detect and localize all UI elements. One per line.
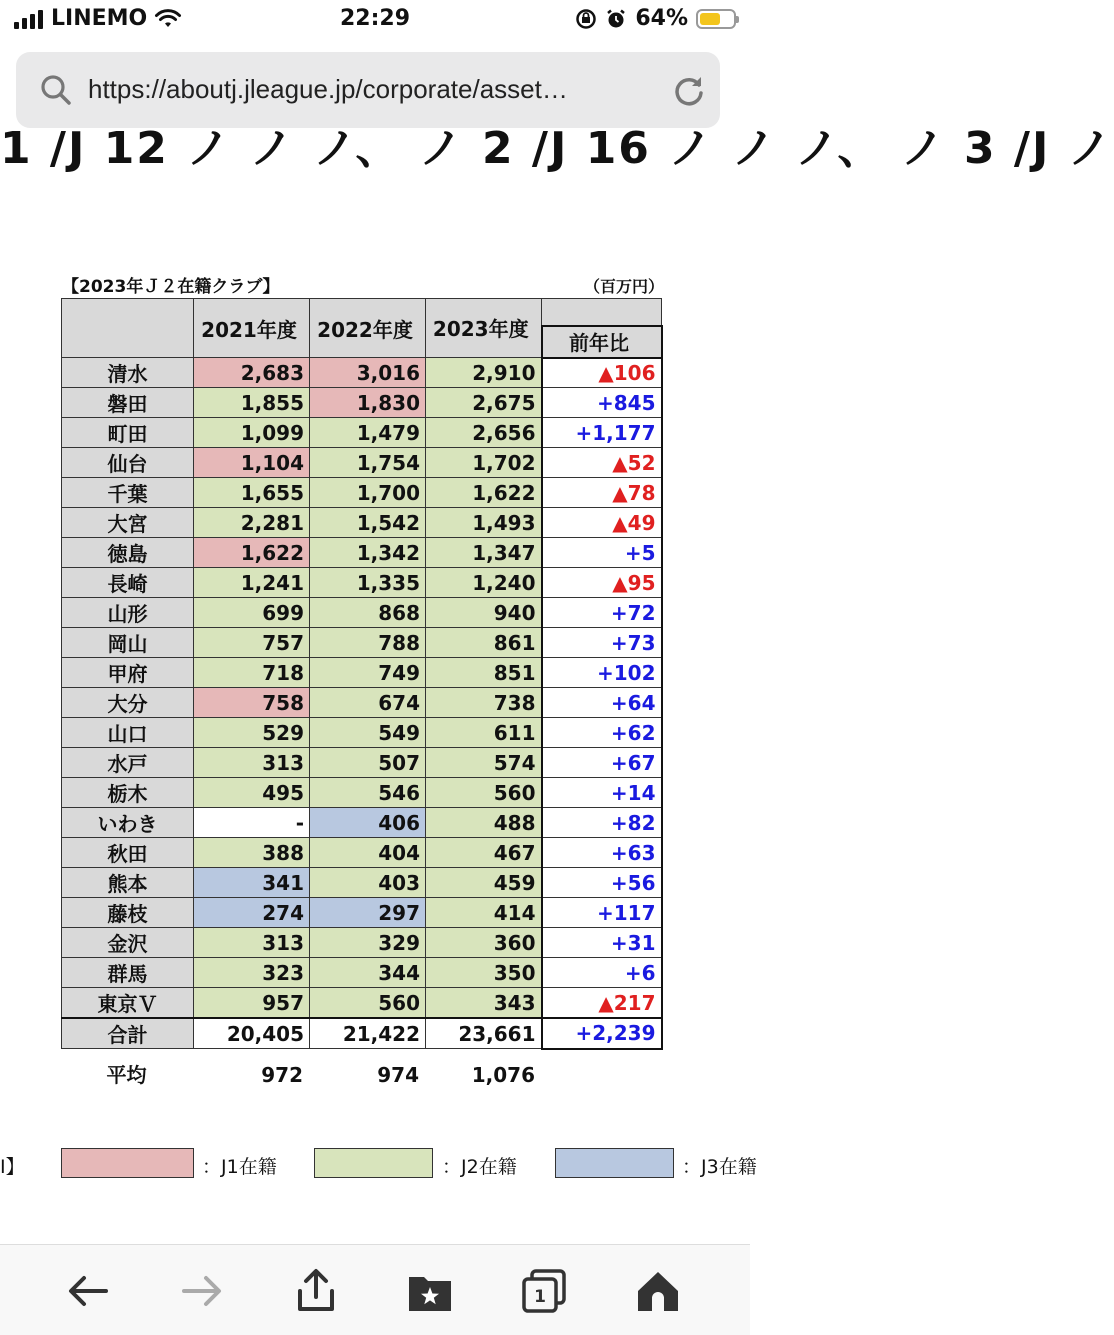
url-text[interactable]: https://aboutj.jleague.jp/corporate/asset… (88, 74, 568, 104)
club-name: 徳島 (62, 538, 194, 568)
table-row (62, 808, 662, 838)
value-2021: 1,655 (194, 478, 310, 508)
value-2022: 1,342 (310, 538, 426, 568)
table-row (62, 628, 662, 658)
total-ratio: +2,239 (542, 1018, 662, 1049)
value-2023: 2,656 (426, 418, 542, 448)
value-2023: 459 (426, 868, 542, 898)
value-2021: 388 (194, 838, 310, 868)
value-2023: 1,347 (426, 538, 542, 568)
ratio-value: +102 (542, 658, 662, 688)
value-2021: 313 (194, 748, 310, 778)
table-row (62, 388, 662, 418)
table-row (62, 358, 662, 388)
search-icon (38, 72, 74, 108)
ratio-value: +56 (542, 868, 662, 898)
value-2022: 1,479 (310, 418, 426, 448)
club-name: 岡山 (62, 628, 194, 658)
value-2022: 329 (310, 928, 426, 958)
orientation-lock-icon (575, 8, 597, 30)
header-2021: 2021年度 (194, 299, 310, 358)
legend-bracket: I】 (0, 1156, 25, 1178)
ratio-value: +72 (542, 598, 662, 628)
club-name: 磐田 (62, 388, 194, 418)
value-2023: 360 (426, 928, 542, 958)
club-name: 藤枝 (62, 898, 194, 928)
tabs-icon[interactable] (520, 1267, 568, 1315)
value-2021: 1,241 (194, 568, 310, 598)
table-unit: （百万円） (584, 277, 665, 296)
value-2022: 344 (310, 958, 426, 988)
legend-swatch-j3 (555, 1148, 674, 1178)
home-icon[interactable] (634, 1267, 682, 1315)
club-name: 清水 (62, 358, 194, 388)
status-bar (0, 0, 750, 44)
legend-swatch-j2 (314, 1148, 433, 1178)
corner-cell (62, 299, 194, 358)
table-row (62, 418, 662, 448)
table-row (62, 718, 662, 748)
header-row (62, 299, 662, 326)
value-2022: 404 (310, 838, 426, 868)
ratio-value: ▲95 (542, 568, 662, 598)
battery-icon (696, 9, 736, 29)
club-name: 栃木 (62, 778, 194, 808)
value-2021: 757 (194, 628, 310, 658)
club-name: 金沢 (62, 928, 194, 958)
legend-label-j1: ：J1在籍 (202, 1156, 277, 1178)
average-2021: 972 (261, 1063, 303, 1087)
club-name: 町田 (62, 418, 194, 448)
value-2022: 546 (310, 778, 426, 808)
value-2023: 343 (426, 988, 542, 1019)
value-2021: 529 (194, 718, 310, 748)
value-2021: 341 (194, 868, 310, 898)
average-2022: 974 (377, 1063, 419, 1087)
alarm-icon (605, 8, 627, 30)
value-2021: 2,281 (194, 508, 310, 538)
value-2022: 788 (310, 628, 426, 658)
table-row (62, 778, 662, 808)
value-2023: 851 (426, 658, 542, 688)
table-row (62, 988, 662, 1019)
clock: 22:29 (339, 6, 411, 31)
value-2022: 1,830 (310, 388, 426, 418)
value-2022: 1,700 (310, 478, 426, 508)
ratio-value: +62 (542, 718, 662, 748)
value-2023: 1,493 (426, 508, 542, 538)
club-name: 水戸 (62, 748, 194, 778)
table-row (62, 838, 662, 868)
club-name: 山口 (62, 718, 194, 748)
table-row (62, 568, 662, 598)
table-row (62, 748, 662, 778)
battery-percent: 64% (635, 6, 688, 31)
value-2023: 350 (426, 958, 542, 988)
club-name: 熊本 (62, 868, 194, 898)
value-2021: - (194, 808, 310, 838)
total-2022: 21,422 (310, 1018, 426, 1049)
browser-toolbar (0, 1244, 750, 1335)
value-2023: 574 (426, 748, 542, 778)
ratio-value: +63 (542, 838, 662, 868)
value-2022: 297 (310, 898, 426, 928)
club-name: 千葉 (62, 478, 194, 508)
total-row (62, 1018, 662, 1049)
table-row (62, 508, 662, 538)
revenue-table (61, 298, 663, 1050)
total-label: 合計 (62, 1018, 194, 1049)
table-row (62, 538, 662, 568)
value-2021: 758 (194, 688, 310, 718)
value-2022: 549 (310, 718, 426, 748)
club-name: 東京Ｖ (62, 988, 194, 1019)
header-2022: 2022年度 (310, 299, 426, 358)
value-2021: 718 (194, 658, 310, 688)
value-2021: 699 (194, 598, 310, 628)
table-row (62, 658, 662, 688)
carrier-label: LINEMO (51, 6, 148, 31)
value-2023: 414 (426, 898, 542, 928)
table-row (62, 928, 662, 958)
ratio-value: ▲49 (542, 508, 662, 538)
club-name: いわき (62, 808, 194, 838)
value-2021: 2,683 (194, 358, 310, 388)
table-row (62, 868, 662, 898)
value-2022: 1,542 (310, 508, 426, 538)
ratio-value: +31 (542, 928, 662, 958)
average-2023: 1,076 (471, 1063, 535, 1087)
value-2021: 1,104 (194, 448, 310, 478)
value-2021: 1,855 (194, 388, 310, 418)
value-2022: 507 (310, 748, 426, 778)
table-row (62, 478, 662, 508)
club-name: 甲府 (62, 658, 194, 688)
value-2022: 674 (310, 688, 426, 718)
table-row (62, 688, 662, 718)
value-2023: 2,910 (426, 358, 542, 388)
value-2022: 1,335 (310, 568, 426, 598)
legend-label-j2: ：J2在籍 (442, 1156, 517, 1178)
ratio-value: ▲52 (542, 448, 662, 478)
value-2022: 3,016 (310, 358, 426, 388)
ratio-value: +845 (542, 388, 662, 418)
value-2023: 1,702 (426, 448, 542, 478)
ratio-value: +64 (542, 688, 662, 718)
value-2021: 1,622 (194, 538, 310, 568)
club-name: 長崎 (62, 568, 194, 598)
ratio-value: +73 (542, 628, 662, 658)
legend-label-j3: ：J3在籍 (682, 1156, 757, 1178)
table-row (62, 898, 662, 928)
value-2021: 495 (194, 778, 310, 808)
value-2023: 738 (426, 688, 542, 718)
value-2023: 560 (426, 778, 542, 808)
table-row (62, 958, 662, 988)
value-2021: 274 (194, 898, 310, 928)
share-icon[interactable] (292, 1267, 340, 1315)
value-2022: 403 (310, 868, 426, 898)
table-row (62, 598, 662, 628)
ratio-value: +14 (542, 778, 662, 808)
cutoff-heading: 1 /J 12 ノ ノ ノ、 ノ 2 /J 16 ノ ノ ノ、 ノ 3 /J ノ (0, 123, 1114, 174)
value-2023: 861 (426, 628, 542, 658)
header-2023: 2023年度 (426, 299, 542, 358)
back-icon[interactable] (64, 1267, 112, 1315)
ratio-value: +82 (542, 808, 662, 838)
club-name: 仙台 (62, 448, 194, 478)
total-2023: 23,661 (426, 1018, 542, 1049)
value-2021: 957 (194, 988, 310, 1019)
reload-icon[interactable] (670, 72, 708, 110)
value-2023: 1,622 (426, 478, 542, 508)
ratio-value: +117 (542, 898, 662, 928)
value-2022: 406 (310, 808, 426, 838)
header-ratio: 前年比 (542, 326, 662, 358)
value-2021: 313 (194, 928, 310, 958)
value-2022: 560 (310, 988, 426, 1019)
total-2021: 20,405 (194, 1018, 310, 1049)
value-2023: 2,675 (426, 388, 542, 418)
value-2023: 940 (426, 598, 542, 628)
header-ratio-spacer (542, 299, 662, 326)
legend (0, 1148, 757, 1182)
club-name: 大宮 (62, 508, 194, 538)
average-row (61, 1060, 540, 1090)
value-2023: 1,240 (426, 568, 542, 598)
ratio-value: ▲217 (542, 988, 662, 1019)
ratio-value: +67 (542, 748, 662, 778)
value-2021: 1,099 (194, 418, 310, 448)
value-2023: 611 (426, 718, 542, 748)
table-row (62, 448, 662, 478)
value-2023: 467 (426, 838, 542, 868)
club-name: 群馬 (62, 958, 194, 988)
value-2023: 488 (426, 808, 542, 838)
table-caption: 【2023年Ｊ２在籍クラブ】 (62, 277, 280, 297)
ratio-value: +6 (542, 958, 662, 988)
status-right (575, 6, 736, 31)
club-name: 大分 (62, 688, 194, 718)
club-name: 山形 (62, 598, 194, 628)
ratio-value: ▲106 (542, 358, 662, 388)
ratio-value: ▲78 (542, 478, 662, 508)
tab-count: 1 (534, 1287, 546, 1307)
forward-icon[interactable] (178, 1267, 226, 1315)
ratio-value: +5 (542, 538, 662, 568)
value-2021: 323 (194, 958, 310, 988)
legend-swatch-j1 (61, 1148, 194, 1178)
club-name: 秋田 (62, 838, 194, 868)
average-label: 平均 (106, 1063, 147, 1087)
value-2022: 868 (310, 598, 426, 628)
ratio-value: +1,177 (542, 418, 662, 448)
value-2022: 1,754 (310, 448, 426, 478)
value-2022: 749 (310, 658, 426, 688)
bookmarks-icon[interactable] (406, 1267, 454, 1315)
